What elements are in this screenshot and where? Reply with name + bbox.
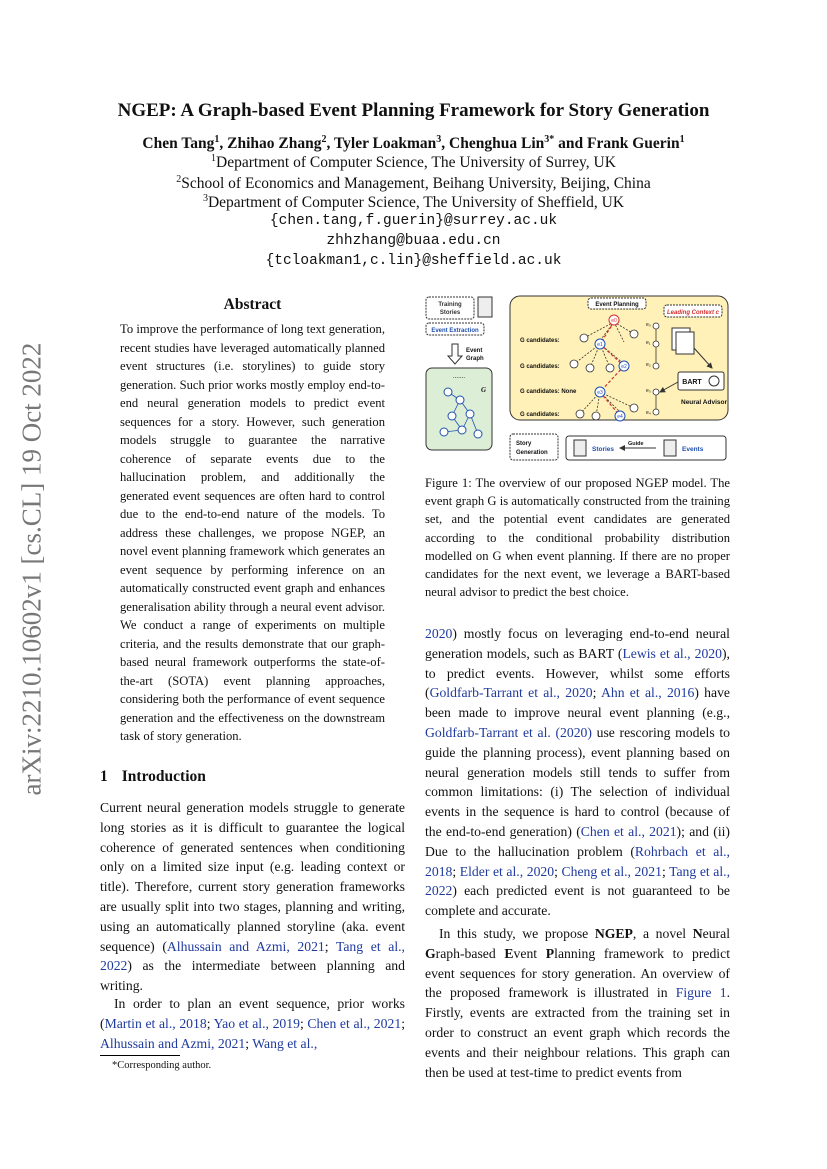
author-name: Tyler Loakman — [333, 135, 437, 153]
paper-title: NGEP: A Graph-based Event Planning Framework for Story Generation — [117, 100, 710, 121]
citation-link[interactable]: Goldfarb-Tarrant et al., 2020 — [429, 685, 593, 701]
citation-link[interactable]: Tang et al., 2022 — [425, 863, 730, 899]
citation-link[interactable]: Ahn et al., 2016 — [600, 685, 695, 701]
svg-text:e₄: e₄ — [646, 410, 651, 416]
svg-text:Stories: Stories — [439, 310, 461, 316]
affiliation: $^2$School of Economics and Management, Beihang University, Beijing, China — [176, 174, 651, 193]
leading-context-label: Leading Context c — [666, 310, 720, 316]
svg-text:e₃: e₃ — [646, 388, 651, 394]
events-icon — [664, 440, 676, 456]
author-name: Zhihao Zhang — [227, 135, 322, 153]
footnote: *Corresponding author. — [112, 1060, 212, 1071]
author-name: Chenghua Lin — [449, 135, 545, 153]
citation-link[interactable]: Elder et al., 2020 — [459, 863, 555, 879]
citation-link[interactable]: Yao et al., 2019 — [213, 1015, 300, 1031]
svg-text:Event: Event — [466, 348, 483, 354]
affiliation: $^1$Department of Computer Science, The University of Surrey, UK — [211, 153, 616, 172]
citation-link[interactable]: Martin et al., 2018 — [104, 1015, 207, 1031]
figure-link[interactable]: Figure 1 — [675, 985, 727, 1001]
svg-text:e4: e4 — [617, 414, 623, 420]
author-name: Frank Guerin — [587, 135, 680, 153]
bart-label: BART — [682, 379, 702, 386]
figure-1 — [424, 292, 731, 468]
author-list: Chen Tang$^1$, Zhihao Zhang$^2$, Tyler Loakman$^3$, Chenghua Lin$^{3*}$ and Frank Guerin$^1$ — [142, 134, 685, 153]
svg-text:e3: e3 — [597, 390, 603, 396]
citation-link[interactable]: Cheng et al., 2021 — [561, 863, 662, 879]
document-icon — [478, 297, 492, 317]
svg-text:G candidates:: G candidates: — [520, 364, 560, 370]
affiliation: $^3$Department of Computer Science, The University of Sheffield, UK — [202, 193, 625, 212]
footnote-rule — [100, 1055, 180, 1056]
author-sup: 3 — [436, 134, 442, 145]
author-name: Chen Tang — [142, 135, 215, 153]
email: {chen.tang,f.guerin}@surrey.ac.uk — [269, 213, 558, 229]
citation-link[interactable]: Chen et al., 2021 — [580, 823, 677, 839]
svg-text:Graph: Graph — [466, 356, 484, 362]
abstract-heading: Abstract — [223, 296, 282, 313]
story-generation-label: Story — [516, 441, 532, 447]
svg-text:e1: e1 — [597, 342, 603, 348]
svg-text:G candidates: None: G candidates: None — [520, 389, 577, 395]
right-paragraph-1: 2020) mostly focus on leveraging end-to-end neural generation models, such as BART (Lewis et al., 2020), to predict events. However, whilst some efforts (Goldfarb-Tarrant et al., 2020; Ahn et al., 2016) have been made to improve neural event planning (e.g., Goldfarb-Tarrant et al. (2020) use rescoring models to guide the planning process), event planning based on neural generation models still tends to suffer from common limitations: (i) The selection of individual events in the sequence is hard to control (because of the end-to-end generation) (Chen et al., 2021); and (ii) Due to the hallucination problem (Rohrbach et al., 2018; Elder et al., 2020; Cheng et al., 2021; Tang et al., 2022) each predicted event is not guaranteed to be complete and accurate. — [425, 626, 730, 919]
citation-link[interactable]: 2020 — [425, 626, 453, 641]
citation-link[interactable]: Alhussain and Azmi, 2021 — [166, 938, 325, 954]
stories-icon — [574, 440, 586, 456]
event-extraction-label: Event Extraction — [431, 328, 479, 334]
author-sup: 2 — [321, 134, 327, 145]
event-graph-box — [426, 368, 492, 450]
event-planning-label: Event Planning — [595, 302, 639, 308]
svg-text:e0: e0 — [611, 318, 617, 324]
candidates-label: G candidates: — [520, 338, 560, 344]
svg-text:e2: e2 — [621, 364, 627, 370]
author-sup: 1 — [214, 134, 220, 145]
gear-icon — [709, 376, 719, 386]
right-paragraph-2: In this study, we propose NGEP, a novel Neural Graph-based Event Planning framework to predict event sequences for story generation. An overview of the proposed framework is illustrated in Figure 1. Firstly, events are extracted from the training set in order to construct an event graph which records the events and their neighbour relations. This graph can then be used at test-time to predict events from — [425, 926, 730, 1080]
intro-paragraph-2: In order to plan an event sequence, prior works (Martin et al., 2018; Yao et al., 2019; Chen et al., 2021; Alhussain and Azmi, 2021; Wang et al., — [100, 996, 405, 1051]
author-sup: 3* — [544, 134, 555, 145]
svg-text:e₂: e₂ — [646, 362, 651, 368]
svg-text:G candidates:: G candidates: — [520, 412, 560, 418]
training-stories-label: Training — [438, 302, 462, 308]
svg-text:e₁: e₁ — [646, 340, 651, 346]
section-heading: 1 Introduction — [100, 768, 206, 785]
story-generation-box — [510, 434, 558, 460]
citation-link[interactable]: Goldfarb-Tarrant et al. (2020) — [425, 724, 592, 740]
author-sup: 1 — [679, 134, 685, 145]
figure-diagram — [424, 292, 731, 468]
intro-paragraph-1: Current neural generation models struggle to generate long stories as it is difficult to guarantee the logical coherence of generated sentences when conditioning only on a limited size input (e.g. leading context or title). Therefore, current story generation frameworks are usually split into two stages, planning and writing, using an automatically planned storyline (aka. event sequence) (Alhussain and Azmi, 2021; Tang et al., 2022) as the intermediate between planning and writing. — [100, 800, 405, 994]
svg-text:e₀: e₀ — [646, 322, 651, 328]
arxiv-identifier: arXiv:2210.10602v1 [cs.CL] 19 Oct 2022 — [16, 342, 47, 796]
svg-text:G: G — [481, 386, 487, 394]
citation-link[interactable]: Alhussain and Azmi, 2021 — [100, 1035, 246, 1051]
stories-label: Stories — [592, 446, 615, 453]
citation-link[interactable]: Chen et al., 2021 — [307, 1015, 402, 1031]
down-arrow-icon — [448, 344, 462, 364]
svg-text:.......: ....... — [452, 372, 466, 380]
citation-link[interactable]: Tang et al., 2022 — [100, 938, 405, 974]
abstract-text: To improve the performance of long text generation, recent studies have leveraged automatically planned event structures (i.e. storylines) to guide story generation. Such prior works mostly employ end-to-end neural generation models to predict event sequences for a story. However, such generation models struggle to guarantee the narrative coherence of separate events due to the hallucination problem, and additionally the generated event sequences are often hard to control due to the end-to-end nature of the models. To address these challenges, we propose NGEP, an novel event planning framework which generates an event sequence by performing inference on an automatically constructed event graph and enhances generalisation ability through a neural event advisor. We conduct a range of experiments on multiple criteria, and the results demonstrate that our graph-based neural framework outperforms the state-of-the-art (SOTA) event planning approaches, considering both the performance of event sequence generation and the effectiveness on the downstream task of story generation. — [120, 322, 385, 743]
citation-link[interactable]: Lewis et al., 2020 — [622, 645, 722, 661]
neural-advisor-label: Neural Advisor — [681, 399, 727, 406]
events-label: Events — [682, 446, 704, 453]
email: {tcloakman1,c.lin}@sheffield.ac.uk — [265, 253, 562, 269]
email: zhhzhang@buaa.edu.cn — [326, 233, 501, 249]
citation-link[interactable]: Rohrbach et al., 2018 — [425, 843, 730, 879]
citation-link[interactable]: Wang et al., — [252, 1035, 318, 1051]
svg-text:Generation: Generation — [516, 450, 548, 456]
figure-caption: Figure 1: The overview of our proposed NGEP model. The event graph G is automatically constructed from the training set, and the potential event candidates are generated according to the conditional probability distribution modelled on G when event planning. If there are no proper candidates for the next event, we leverage a BART-based neural advisor to predict the best choice. — [425, 476, 730, 600]
guide-label: Guide — [628, 441, 644, 447]
